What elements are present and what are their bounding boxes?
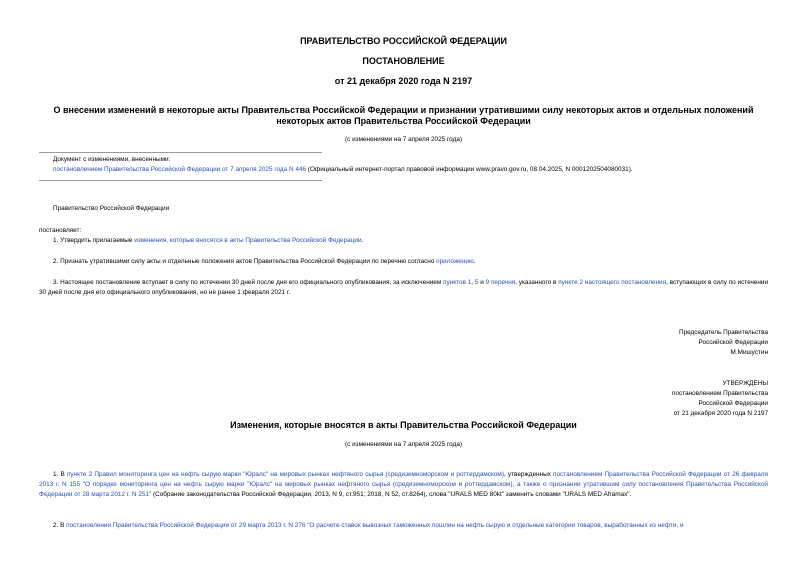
- item-3-link-point-5[interactable]: 5: [474, 279, 479, 286]
- approved-line3: Российской Федерации: [698, 400, 768, 407]
- amendment-intro: Документ с изменениями, внесенными:: [53, 156, 171, 163]
- document-title-line2: некоторых актов Правительства Российской Федерации: [276, 116, 531, 126]
- approved-line4: от 21 декабря 2020 года N 2197: [673, 410, 768, 417]
- authority-heading: ПРАВИТЕЛЬСТВО РОССИЙСКОЙ ФЕДЕРАЦИИ: [300, 36, 507, 46]
- item-3-link-point-9[interactable]: 9 перечня: [485, 279, 516, 286]
- document-title-line1: О внесении изменений в некоторые акты Правительства Российской Федерации и признании утратившими силу некоторых актов и отдельных положений: [53, 105, 754, 115]
- item-1: 1. Утвердить прилагаемые изменения, которые вносятся в акты Правительства Российской Федерации.: [53, 237, 364, 244]
- item-1-link[interactable]: изменения, которые вносятся в акты Правительства Российской Федерации: [134, 237, 362, 244]
- issuer: Правительство Российской Федерации: [53, 205, 170, 212]
- item-3-link-points-1[interactable]: пунктов 1: [443, 279, 472, 286]
- signature-name: М.Мишустин: [730, 349, 768, 356]
- amendment-source: (Официальный интернет-портал правовой информации www.pravo.gov.ru, 08.04.2025, N 0001202504080031).: [306, 166, 633, 173]
- document-date-number: от 21 декабря 2020 года N 2197: [334, 76, 473, 86]
- p1-rules-link[interactable]: пункте 2 Правил мониторинга цен на нефть сырую марки "Юралс" на мировых рынках нефтяного сырья (средиземноморском и роттердамском): [66, 471, 504, 478]
- changes-title: Изменения, которые вносятся в акты Правительства Российской Федерации: [230, 420, 577, 430]
- changes-revision-note: (с изменениями на 7 апреля 2025 года): [345, 441, 462, 448]
- decrees-verb: постановляет:: [39, 227, 82, 234]
- changes-paragraph-2: 2. В постановлении Правительства Российской Федерации от 29 марта 2013 г. N 276 "О расчете ставок вывозных таможенных пошлин на нефть сырую и отдельные категории товаров, выработанных из нефти, и: [53, 522, 684, 529]
- divider-top: [39, 152, 322, 153]
- amendment-link[interactable]: постановлением Правительства Российской Федерации от 7 апреля 2025 года N 446: [53, 166, 307, 173]
- approved-line1: УТВЕРЖДЕНЫ: [722, 380, 768, 387]
- p1-decree-link[interactable]: постановлением Правительства Российской Федерации от 26 февраля 2013 г. N 155 "О порядке мониторинга цен на нефть сырую марки "Юралс" на мировых рынках нефтяного сырья (средиземноморском и роттердамском), а также о признании утратившим силу постановления Правительства Российской Федерации от 28 марта 2012 г. N 251": [39, 471, 768, 498]
- signature-line2: Российской Федерации: [698, 339, 768, 346]
- p2-decree-link[interactable]: постановлении Правительства Российской Федерации от 29 марта 2013 г. N 276 "О расчете ставок вывозных таможенных пошлин на нефть сырую и отдельные категории товаров, выработанных из нефти, и: [66, 522, 684, 529]
- changes-paragraph-1: 1. В пункте 2 Правил мониторинга цен на нефть сырую марки "Юралс" на мировых рынках нефтяного сырья (средиземноморском и роттердамском), утвержденных постановлением Правительства Российской Федерации от 26 февраля 2013 г. N 155 "О порядке мониторинга цен на нефть сырую марки "Юралс" на мировых рынках нефтяного сырья (средиземноморском и роттердамском), а также о признании утратившим силу постановления Правительства Российской Федерации от 28 марта 2012 г. N 251" (Собрание законодательства Российской Федерации, 2013, N 9, ст.951; 2018, N 52, ст.8264), слова "URALS MED 80kt" заменить словами "URALS MED Aframax".: [39, 471, 768, 498]
- divider-bottom: [39, 180, 322, 181]
- item-3-link-point-2[interactable]: пункте 2 настоящего постановления: [558, 279, 667, 286]
- signature-line1: Председатель Правительства: [679, 329, 768, 336]
- amendment-line: [53, 165, 633, 175]
- item-3: 3. Настоящее постановление вступает в силу по истечении 30 дней после дня его официального опубликования, за исключением пунктов 1, 5 и 9 перечня, указанного в пункте 2 настоящего постановления, вступающих в силу по истечении 30 дней после дня его официального опубликования, но не ранее 1 февраля 2021 г.: [39, 279, 769, 296]
- approved-line2: постановлением Правительства: [672, 390, 768, 397]
- item-2-link[interactable]: приложению: [436, 258, 474, 265]
- item-2: 2. Признать утратившими силу акты и отдельные положения актов Правительства Российской Федерации по перечню согласно приложению.: [53, 258, 476, 265]
- revision-note: (с изменениями на 7 апреля 2025 года): [345, 136, 462, 143]
- document-type: ПОСТАНОВЛЕНИЕ: [362, 56, 445, 66]
